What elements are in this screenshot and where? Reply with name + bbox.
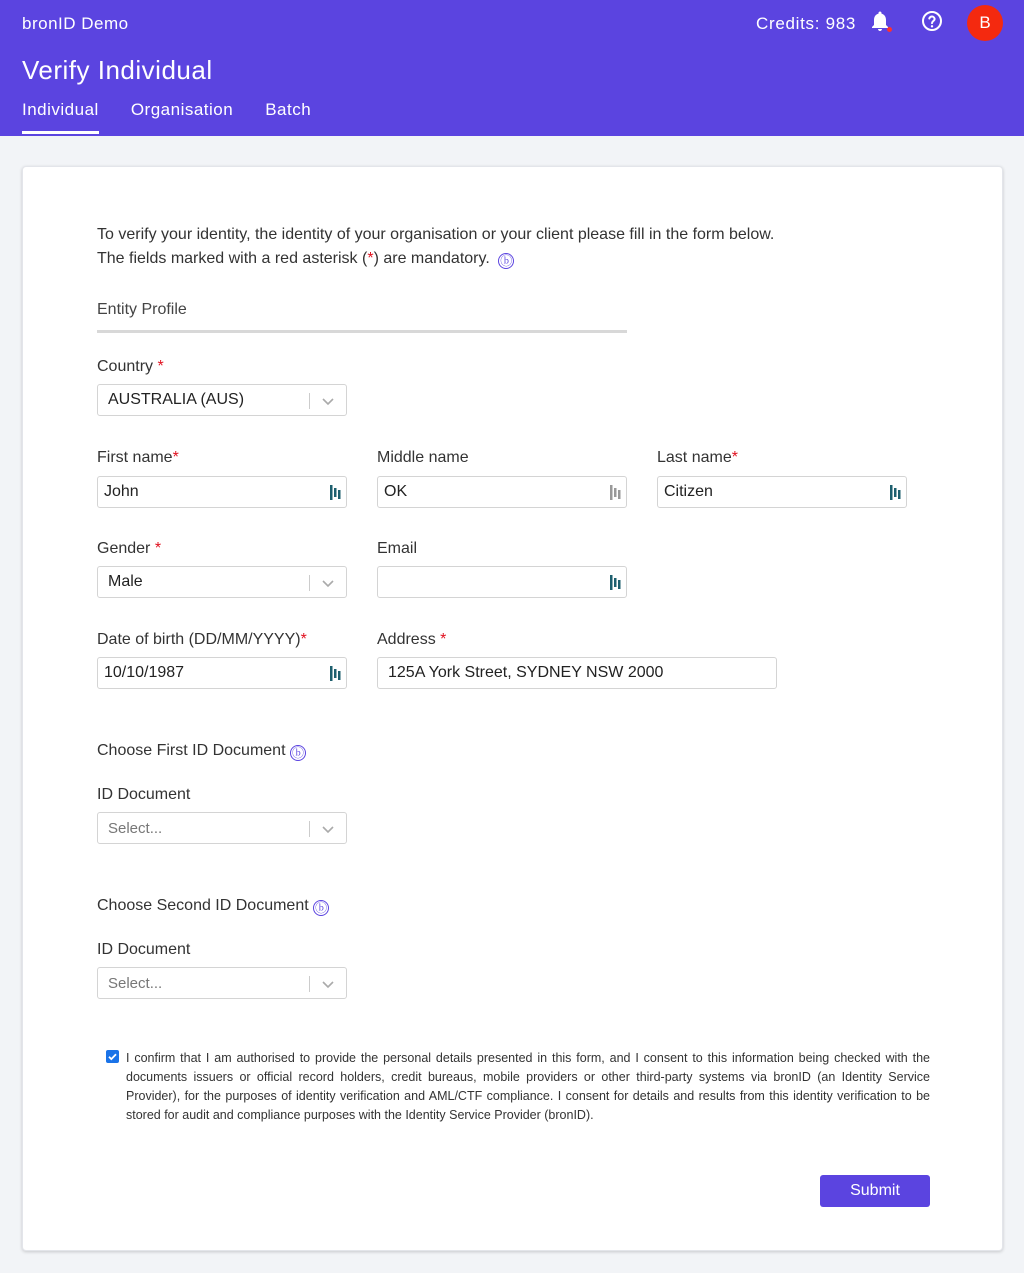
notification-dot bbox=[887, 27, 892, 32]
gender-select[interactable] bbox=[97, 566, 347, 598]
intro-line-1: To verify your identity, the identity of your organisation or your client please fill in the form below. bbox=[97, 226, 775, 243]
select-separator bbox=[309, 393, 310, 409]
autofill-icon bbox=[610, 575, 622, 590]
intro-text bbox=[97, 223, 774, 271]
required-asterisk: * bbox=[440, 631, 447, 648]
first-name-label bbox=[97, 449, 179, 467]
help-icon[interactable] bbox=[920, 9, 944, 33]
chevron-down-icon bbox=[321, 576, 335, 590]
second-id-heading bbox=[97, 897, 329, 916]
autofill-icon bbox=[330, 666, 342, 681]
middle-name-input[interactable] bbox=[377, 476, 627, 508]
second-id-heading-text: Choose Second ID Document bbox=[97, 897, 309, 914]
autofill-icon bbox=[890, 485, 902, 500]
section-title-entity-profile: Entity Profile bbox=[97, 301, 627, 333]
intro-line-2-start: The fields marked with a red asterisk ( bbox=[97, 250, 368, 267]
address-label-text: Address bbox=[377, 631, 436, 648]
first-id-heading bbox=[97, 742, 306, 761]
first-name-value: John bbox=[104, 483, 139, 500]
autofill-icon bbox=[610, 485, 622, 500]
chevron-down-icon bbox=[321, 394, 335, 408]
intro-line-2-end: ) are mandatory. bbox=[373, 250, 490, 267]
last-name-value: Citizen bbox=[664, 483, 713, 500]
address-input[interactable] bbox=[377, 657, 777, 689]
middle-name-value: OK bbox=[384, 483, 408, 500]
first-id-heading-text: Choose First ID Document bbox=[97, 742, 286, 759]
first-id-document-select[interactable] bbox=[97, 812, 347, 844]
address-label bbox=[377, 631, 446, 649]
first-id-document-label: ID Document bbox=[97, 786, 191, 803]
country-label bbox=[97, 358, 164, 376]
required-asterisk: * bbox=[300, 631, 307, 648]
last-name-input[interactable] bbox=[657, 476, 907, 508]
required-asterisk: * bbox=[154, 540, 162, 557]
middle-name-label: Middle name bbox=[377, 449, 469, 466]
country-label-text: Country bbox=[97, 358, 154, 375]
gender-label bbox=[97, 540, 161, 558]
country-value: AUSTRALIA (AUS) bbox=[108, 391, 245, 408]
email-input[interactable] bbox=[377, 566, 627, 598]
required-asterisk: * bbox=[172, 449, 179, 466]
tab-individual[interactable]: Individual bbox=[22, 100, 99, 133]
submit-button[interactable]: Submit bbox=[820, 1175, 930, 1207]
gender-value: Male bbox=[108, 573, 143, 590]
first-name-input[interactable] bbox=[97, 476, 347, 508]
checkmark-icon bbox=[107, 1051, 118, 1062]
info-icon[interactable]: ⓑ bbox=[500, 254, 513, 268]
second-id-document-select[interactable] bbox=[97, 967, 347, 999]
consent-text: I confirm that I am authorised to provide the personal details presented in this form, and I consent to this information being checked with the documents issuers or official record holders, credit bureaus, mobile providers or other third-party systems via bronID (an Identity Service Provider), for the purposes of identity verification and AML/CTF compliance. I consent for details and results from this identity verification to be stored for audit and compliance purposes with the Identity Service Provider (bronID). bbox=[126, 1051, 930, 1122]
credits-counter: Credits: 983 bbox=[756, 14, 857, 33]
address-value: 125A York Street, SYDNEY NSW 2000 bbox=[388, 664, 664, 681]
first-id-document-placeholder: Select... bbox=[108, 820, 163, 837]
first-name-label-text: First name bbox=[97, 449, 173, 466]
country-select[interactable] bbox=[97, 384, 347, 416]
select-separator bbox=[309, 976, 310, 992]
page-title: Verify Individual bbox=[22, 55, 213, 85]
last-name-label-text: Last name bbox=[657, 449, 732, 466]
notifications-bell-icon[interactable] bbox=[868, 9, 892, 33]
dob-label bbox=[97, 631, 307, 649]
tab-organisation[interactable]: Organisation bbox=[130, 100, 234, 119]
email-label: Email bbox=[377, 540, 418, 557]
info-icon[interactable]: ⓑ bbox=[291, 746, 304, 760]
form-card bbox=[22, 166, 1003, 1251]
autofill-icon bbox=[330, 485, 342, 500]
required-asterisk: * bbox=[157, 358, 164, 375]
app-header bbox=[0, 0, 1024, 136]
tab-batch[interactable]: Batch bbox=[265, 100, 312, 119]
required-asterisk: * bbox=[731, 449, 738, 466]
gender-label-text: Gender bbox=[97, 540, 151, 557]
consent-checkbox[interactable] bbox=[106, 1050, 119, 1063]
dob-label-text: Date of birth (DD/MM/YYYY) bbox=[97, 631, 301, 648]
select-separator bbox=[309, 575, 310, 591]
dob-input[interactable] bbox=[97, 657, 347, 689]
dob-value: 10/10/1987 bbox=[104, 664, 185, 681]
intro-line-2 bbox=[97, 247, 774, 271]
select-separator bbox=[309, 821, 310, 837]
user-avatar[interactable]: B bbox=[967, 5, 1003, 41]
chevron-down-icon bbox=[321, 822, 335, 836]
app-name: bronID Demo bbox=[22, 14, 129, 33]
chevron-down-icon bbox=[321, 977, 335, 991]
tab-bar bbox=[22, 100, 343, 133]
second-id-document-placeholder: Select... bbox=[108, 975, 163, 992]
last-name-label bbox=[657, 449, 738, 467]
info-icon[interactable]: ⓑ bbox=[315, 901, 328, 915]
second-id-document-label: ID Document bbox=[97, 941, 191, 958]
required-asterisk: * bbox=[367, 250, 374, 267]
